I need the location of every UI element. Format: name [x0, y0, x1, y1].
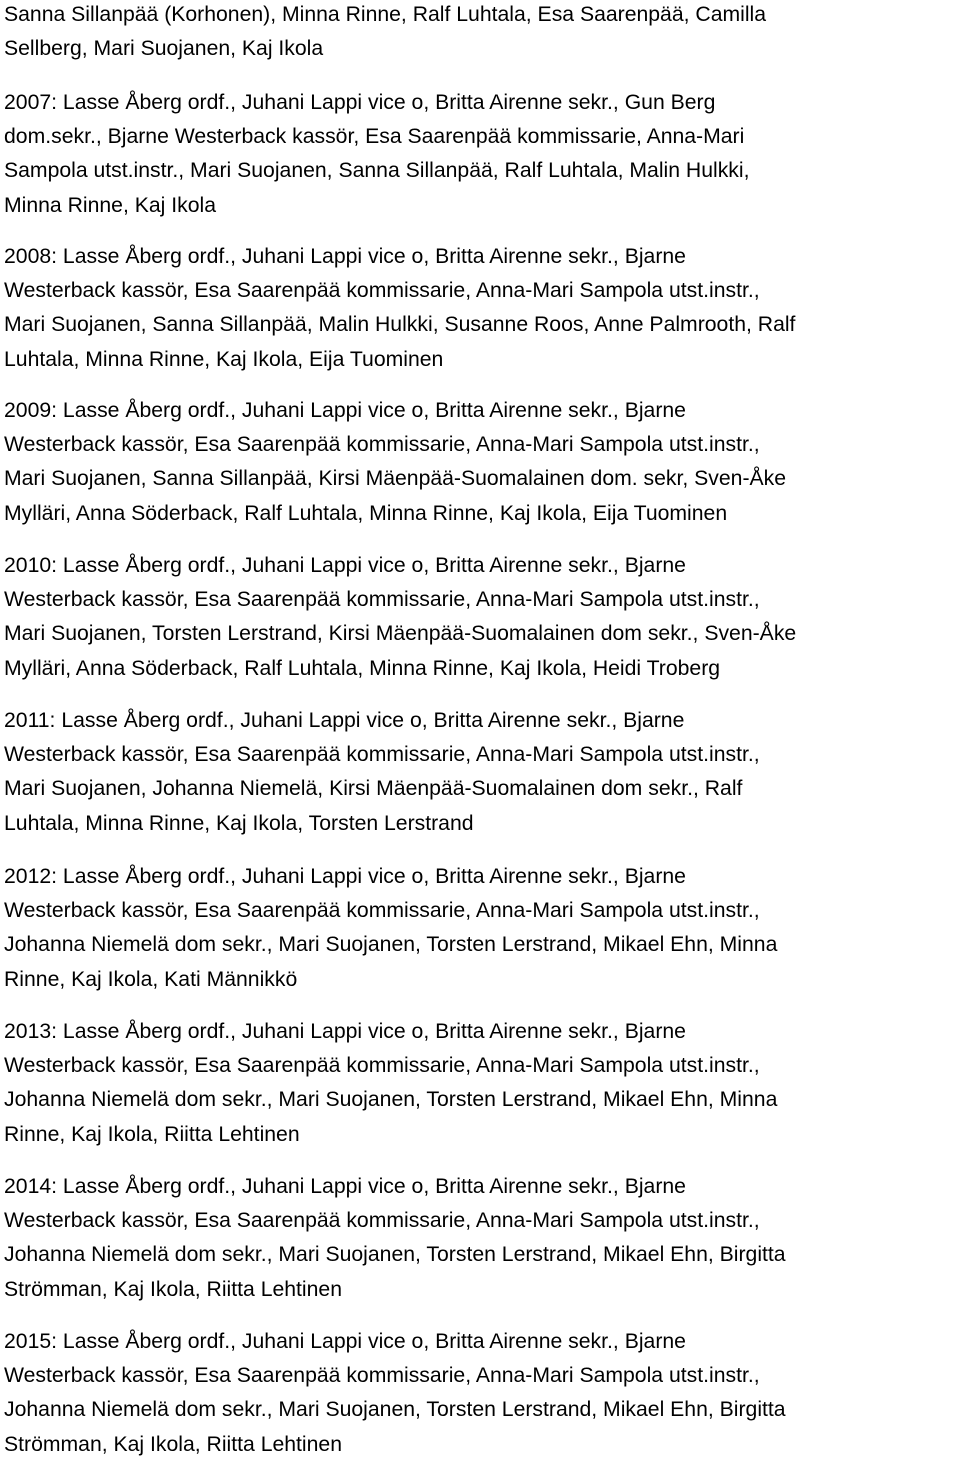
text-line: 2013: Lasse Åberg ordf., Juhani Lappi vice o, Britta Airenne sekr., Bjarne — [4, 1020, 686, 1043]
text-line: 2012: Lasse Åberg ordf., Juhani Lappi vice o, Britta Airenne sekr., Bjarne — [4, 865, 686, 888]
text-line: Strömman, Kaj Ikola, Riitta Lehtinen — [4, 1277, 342, 1301]
text-line: Westerback kassör, Esa Saarenpää kommissarie, Anna-Mari Sampola utst.instr., — [4, 588, 760, 612]
text-line: Johanna Niemelä dom sekr., Mari Suojanen, Torsten Lerstrand, Mikael Ehn, Minna — [4, 1088, 778, 1112]
text-line: Westerback kassör, Esa Saarenpää kommissarie, Anna-Mari Sampola utst.instr., — [4, 1364, 760, 1388]
board-year-2015 — [4, 1325, 960, 1462]
text-line: Westerback kassör, Esa Saarenpää kommissarie, Anna-Mari Sampola utst.instr., — [4, 433, 760, 457]
text-line: Sanna Sillanpää (Korhonen), Minna Rinne, Ralf Luhtala, Esa Saarenpää, Camilla — [4, 3, 767, 26]
text-line: Mari Suojanen, Johanna Niemelä, Kirsi Mäenpää-Suomalainen dom sekr., Ralf — [4, 777, 743, 801]
text-line: 2011: Lasse Åberg ordf., Juhani Lappi vice o, Britta Airenne sekr., Bjarne — [4, 709, 685, 732]
text-line: 2010: Lasse Åberg ordf., Juhani Lappi vice o, Britta Airenne sekr., Bjarne — [4, 554, 686, 577]
board-year-2008 — [4, 240, 960, 377]
board-members-continued — [4, 0, 960, 66]
text-line: Luhtala, Minna Rinne, Kaj Ikola, Eija Tuominen — [4, 347, 444, 371]
text-line: Westerback kassör, Esa Saarenpää kommissarie, Anna-Mari Sampola utst.instr., — [4, 1054, 760, 1078]
text-line: Mylläri, Anna Söderback, Ralf Luhtala, Minna Rinne, Kaj Ikola, Eija Tuominen — [4, 501, 728, 525]
text-line: Westerback kassör, Esa Saarenpää kommissarie, Anna-Mari Sampola utst.instr., — [4, 279, 760, 303]
text-line: Johanna Niemelä dom sekr., Mari Suojanen, Torsten Lerstrand, Mikael Ehn, Minna — [4, 933, 778, 957]
text-line: Sampola utst.instr., Mari Suojanen, Sanna Sillanpää, Ralf Luhtala, Malin Hulkki, — [4, 159, 750, 183]
text-line: 2007: Lasse Åberg ordf., Juhani Lappi vice o, Britta Airenne sekr., Gun Berg — [4, 91, 716, 114]
board-year-2009 — [4, 394, 960, 531]
board-year-2007 — [4, 86, 960, 223]
board-year-2013 — [4, 1015, 960, 1152]
text-line: Rinne, Kaj Ikola, Kati Männikkö — [4, 967, 298, 991]
board-year-2014 — [4, 1170, 960, 1307]
text-line: 2014: Lasse Åberg ordf., Juhani Lappi vice o, Britta Airenne sekr., Bjarne — [4, 1175, 686, 1198]
text-line: Mylläri, Anna Söderback, Ralf Luhtala, Minna Rinne, Kaj Ikola, Heidi Troberg — [4, 656, 721, 680]
text-line: Johanna Niemelä dom sekr., Mari Suojanen, Torsten Lerstrand, Mikael Ehn, Birgitta — [4, 1243, 786, 1267]
text-line: Mari Suojanen, Sanna Sillanpää, Kirsi Mäenpää-Suomalainen dom. sekr, Sven-Åke — [4, 467, 787, 491]
text-line: 2009: Lasse Åberg ordf., Juhani Lappi vice o, Britta Airenne sekr., Bjarne — [4, 399, 686, 422]
board-year-2011 — [4, 704, 960, 841]
text-line: Sellberg, Mari Suojanen, Kaj Ikola — [4, 37, 324, 61]
text-line: Johanna Niemelä dom sekr., Mari Suojanen, Torsten Lerstrand, Mikael Ehn, Birgitta — [4, 1398, 786, 1422]
text-line: Luhtala, Minna Rinne, Kaj Ikola, Torsten Lerstrand — [4, 811, 474, 835]
text-line: Minna Rinne, Kaj Ikola — [4, 193, 216, 217]
text-line: Westerback kassör, Esa Saarenpää kommissarie, Anna-Mari Sampola utst.instr., — [4, 1209, 760, 1233]
text-line: Rinne, Kaj Ikola, Riitta Lehtinen — [4, 1122, 300, 1146]
board-year-2010 — [4, 549, 960, 686]
text-line: 2015: Lasse Åberg ordf., Juhani Lappi vice o, Britta Airenne sekr., Bjarne — [4, 1330, 686, 1353]
text-line: Westerback kassör, Esa Saarenpää kommissarie, Anna-Mari Sampola utst.instr., — [4, 899, 760, 923]
text-line: 2008: Lasse Åberg ordf., Juhani Lappi vice o, Britta Airenne sekr., Bjarne — [4, 245, 686, 268]
text-line: Mari Suojanen, Sanna Sillanpää, Malin Hulkki, Susanne Roos, Anne Palmrooth, Ralf — [4, 313, 796, 337]
text-line: Strömman, Kaj Ikola, Riitta Lehtinen — [4, 1432, 342, 1456]
text-line: Mari Suojanen, Torsten Lerstrand, Kirsi Mäenpää-Suomalainen dom sekr., Sven-Åke — [4, 622, 797, 646]
board-year-2012 — [4, 860, 960, 997]
text-line: Westerback kassör, Esa Saarenpää kommissarie, Anna-Mari Sampola utst.instr., — [4, 743, 760, 767]
text-line: dom.sekr., Bjarne Westerback kassör, Esa Saarenpää kommissarie, Anna-Mari — [4, 125, 745, 149]
